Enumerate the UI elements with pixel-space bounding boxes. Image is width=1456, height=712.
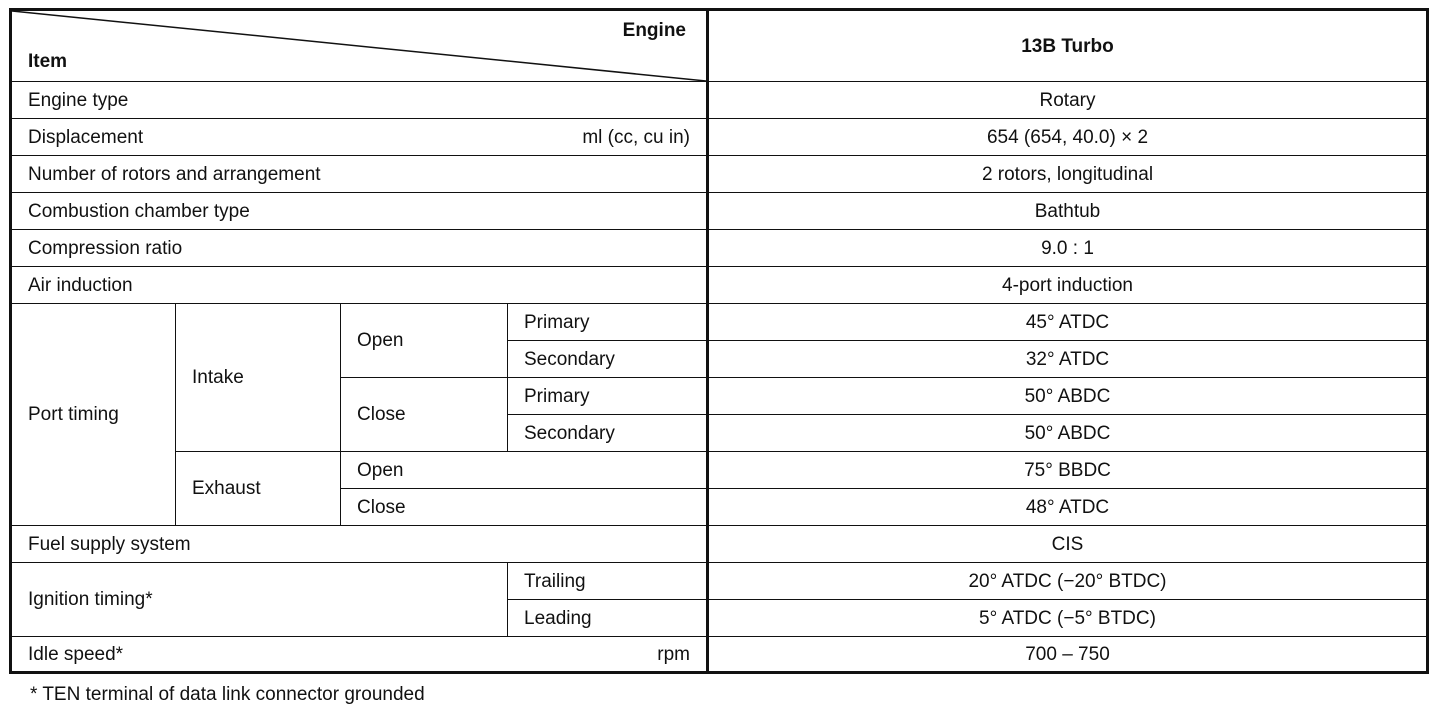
rotors-value: 2 rotors, longitudinal <box>708 156 1428 193</box>
ignition-trailing-label: Trailing <box>508 563 708 600</box>
table-row <box>11 267 1428 304</box>
table-row <box>11 193 1428 230</box>
table-row <box>11 156 1428 193</box>
table-row <box>11 119 1428 156</box>
table-row <box>11 82 1428 119</box>
table-header-row <box>11 10 1428 82</box>
intake-open-secondary-label: Secondary <box>508 341 708 378</box>
displacement-cell <box>11 119 708 156</box>
engine-type-value: Rotary <box>708 82 1428 119</box>
intake-open-primary-value: 45° ATDC <box>708 304 1428 341</box>
intake-open-primary-label: Primary <box>508 304 708 341</box>
ignition-label: Ignition timing* <box>11 563 508 637</box>
header-model: 13B Turbo <box>708 10 1428 82</box>
ignition-leading-label: Leading <box>508 600 708 637</box>
displacement-unit: ml (cc, cu in) <box>582 126 690 148</box>
intake-close-secondary-value: 50° ABDC <box>708 415 1428 452</box>
header-diagonal-line <box>12 11 706 81</box>
engine-spec-table <box>9 8 1429 674</box>
exhaust-close-value: 48° ATDC <box>708 489 1428 526</box>
header-corner-cell <box>11 10 708 82</box>
table-row <box>11 526 1428 563</box>
chamber-value: Bathtub <box>708 193 1428 230</box>
intake-label: Intake <box>176 304 341 452</box>
fuel-label: Fuel supply system <box>11 526 708 563</box>
intake-close-secondary-label: Secondary <box>508 415 708 452</box>
ignition-trailing-value: 20° ATDC (−20° BTDC) <box>708 563 1428 600</box>
intake-close-primary-value: 50° ABDC <box>708 378 1428 415</box>
displacement-value: 654 (654, 40.0) × 2 <box>708 119 1428 156</box>
compression-value: 9.0 : 1 <box>708 230 1428 267</box>
exhaust-close-label: Close <box>341 489 708 526</box>
idle-unit: rpm <box>657 643 690 665</box>
fuel-value: CIS <box>708 526 1428 563</box>
table-row <box>11 637 1428 673</box>
idle-value: 700 – 750 <box>708 637 1428 673</box>
ignition-leading-value: 5° ATDC (−5° BTDC) <box>708 600 1428 637</box>
rotors-label: Number of rotors and arrangement <box>11 156 708 193</box>
engine-type-label: Engine type <box>11 82 708 119</box>
header-engine-label: Engine <box>622 20 686 41</box>
compression-label: Compression ratio <box>11 230 708 267</box>
table-row <box>11 563 1428 600</box>
table-row <box>11 230 1428 267</box>
port-timing-label: Port timing <box>11 304 176 526</box>
table-row <box>11 304 1428 341</box>
intake-open-secondary-value: 32° ATDC <box>708 341 1428 378</box>
idle-label: Idle speed* <box>28 643 124 665</box>
intake-close-label: Close <box>341 378 508 452</box>
idle-cell <box>11 637 708 673</box>
displacement-label: Displacement <box>28 126 144 148</box>
induction-label: Air induction <box>11 267 708 304</box>
footnote: * TEN terminal of data link connector grounded <box>30 684 425 705</box>
table-row <box>11 452 1428 489</box>
induction-value: 4-port induction <box>708 267 1428 304</box>
intake-close-primary-label: Primary <box>508 378 708 415</box>
exhaust-label: Exhaust <box>176 452 341 526</box>
exhaust-open-value: 75° BBDC <box>708 452 1428 489</box>
exhaust-open-label: Open <box>341 452 708 489</box>
chamber-label: Combustion chamber type <box>11 193 708 230</box>
intake-open-label: Open <box>341 304 508 378</box>
header-item-label: Item <box>28 51 68 72</box>
